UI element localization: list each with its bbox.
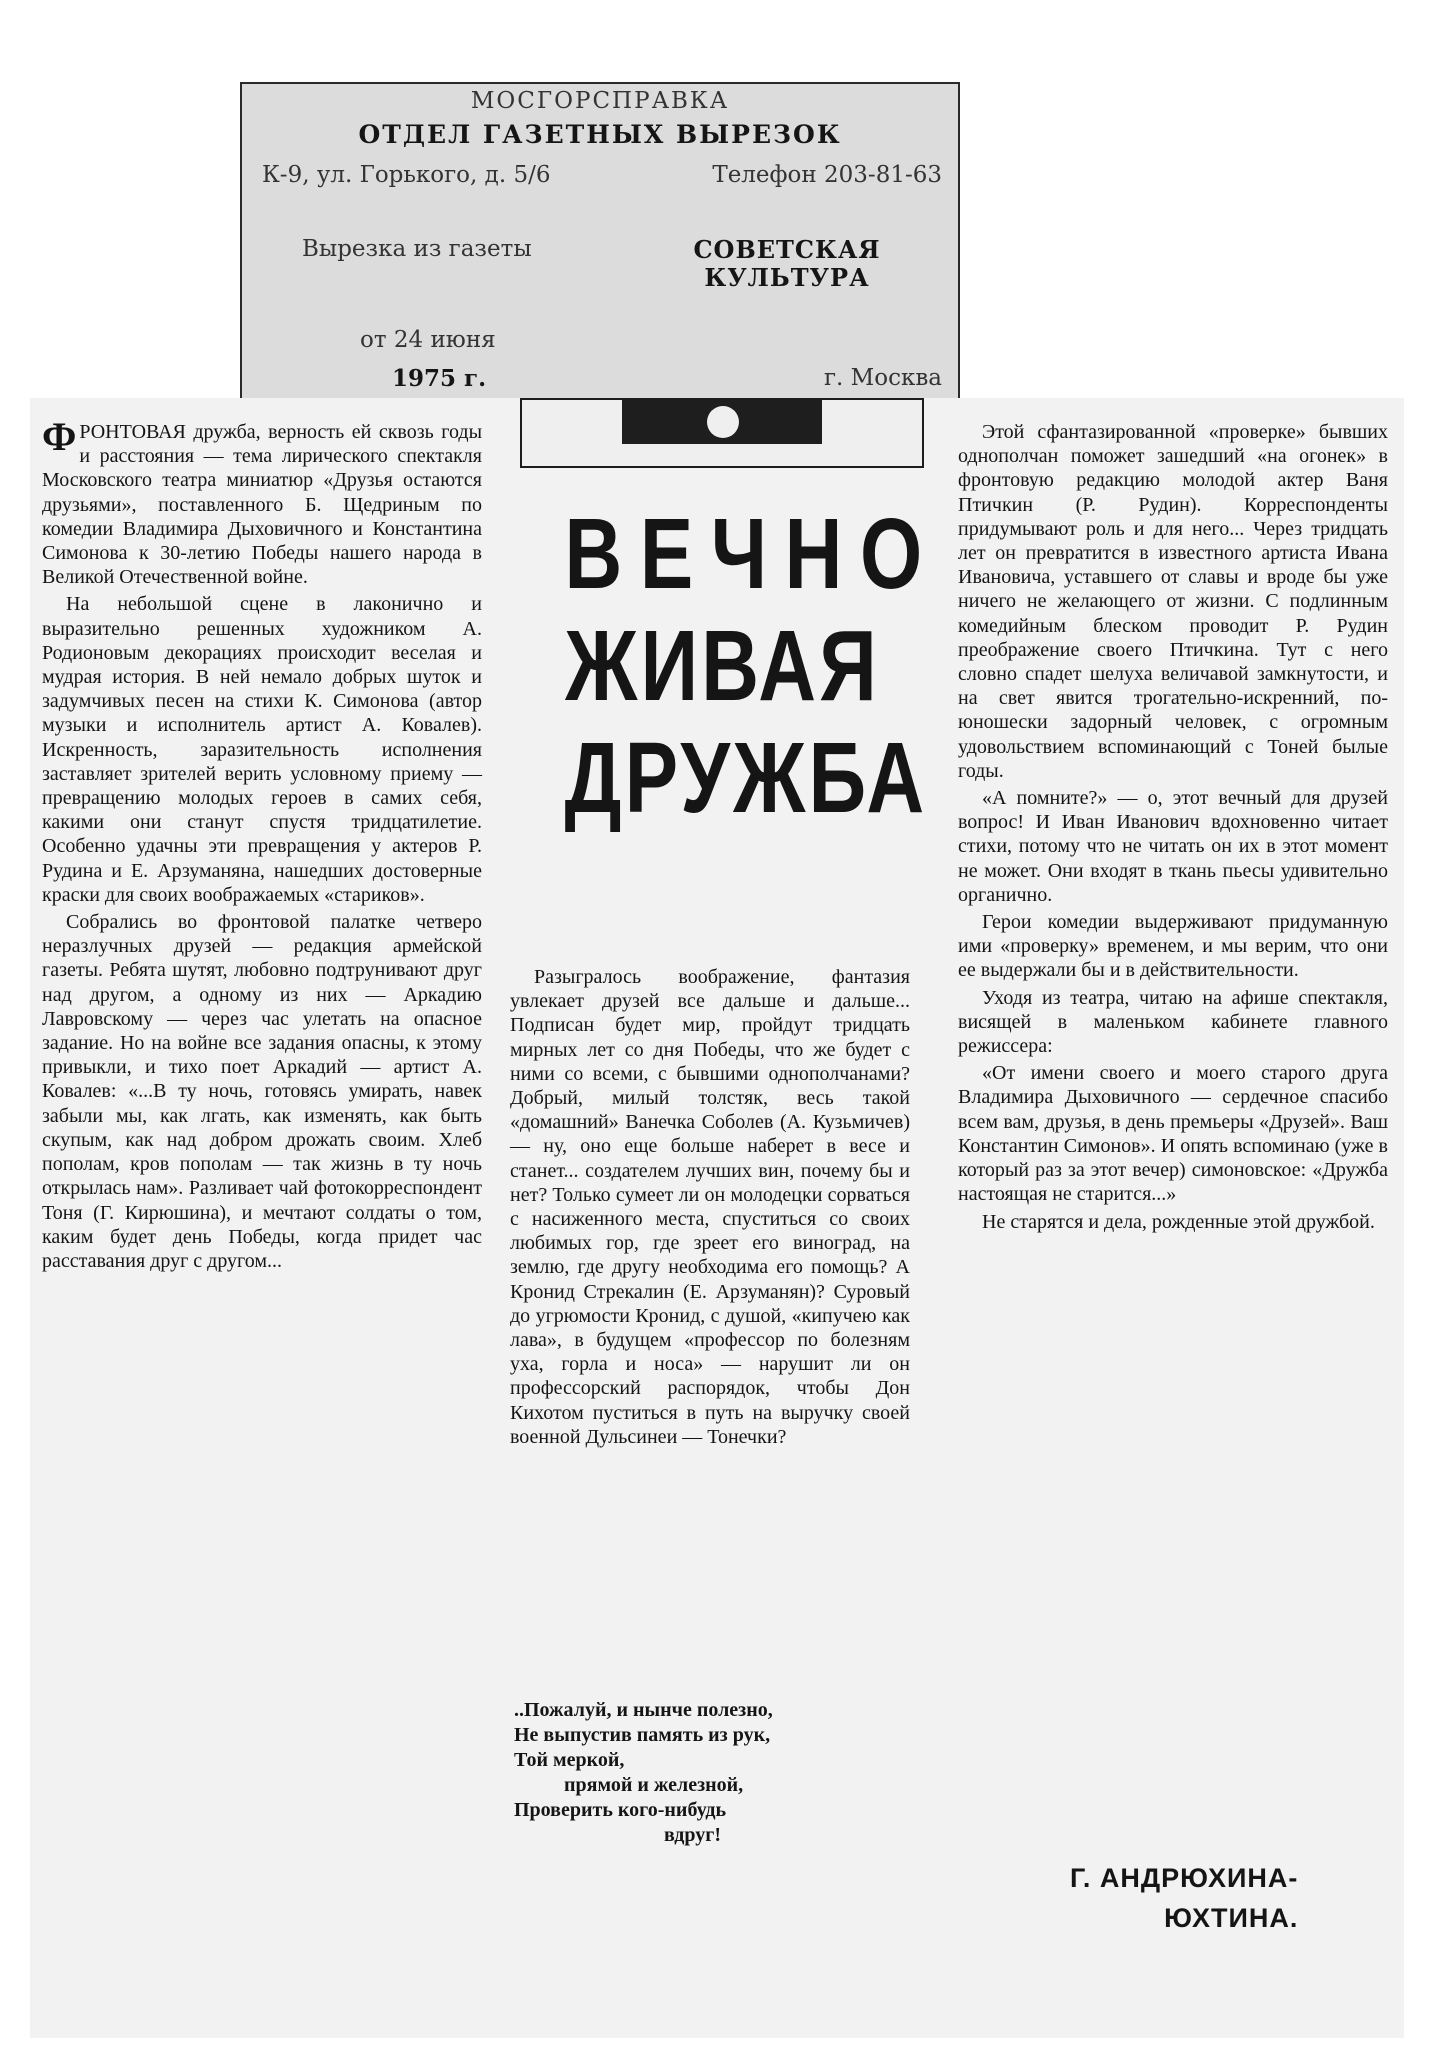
paragraph: Собрались во фронтовой палатке четверо неразлучных друзей — редакция армейской газеты. Ребята шутят, любовно подтрунивают друг над другом, а одному из них — Аркадию Лавровскому — через час улетать на опасное задание. Но на войне все задания опасны, к этому привыкли, и тихо поет Аркадий — артист А. Ковалев: «...В ту ночь, готовясь умирать, навек забыли мы, как лгать, как изменять, как быть скупым, как над добром дрожать своим. Хлеб пополам, кров пополам — так жизнь в ту ночь открылась нам». Разливает чай фотокорреспондент Тоня (Г. Кирюшина), и мечтают солдаты о том, каким будет день Победы, когда придет час расставания друг с другом... (42, 911, 482, 1272)
poem-line: ..Пожалуй, и нынче полезно, (514, 1699, 773, 1721)
author-signature (1070, 1858, 1298, 1938)
article-column-3 (958, 420, 1388, 1237)
paragraph-text: РОНТОВАЯ дружба, верность ей сквозь годы и расстояния — тема лирического спектакля Московского театра миниатюр «Друзья остаются друзьями», поставленного Б. Щедриным по комедии Владимира Дыховичного и Константина Симонова к 30-летию Победы нашего народа в Великой Отечественной войне. (42, 421, 482, 589)
flower-icon (707, 406, 739, 438)
stamp-date: от 24 июня (360, 327, 496, 353)
paragraph: Уходя из театра, читаю на афише спектакля, висящей в маленьком кабинете главного режиссера: (958, 986, 1388, 1058)
poem-line: Той меркой, (514, 1749, 625, 1771)
poem-line: прямой и железной, (514, 1774, 744, 1796)
ornament-block (520, 398, 924, 468)
stamp-newspaper-name (682, 236, 892, 292)
author-line-2: ЮХТИНА. (1164, 1903, 1299, 1933)
stamp-year: 1975 г. (392, 365, 487, 392)
stamp-paper-line2: КУЛЬТУРА (704, 263, 870, 292)
paragraph: «От имени своего и моего старого друга Владимира Дыховичного — сердечное спасибо всем вам, друзья, в день премьеры «Друзей». Ваш Константин Симонов». И опять вспоминаю (уже в который раз за этот вечер) симоновское: «Дружба настоящая не старится...» (958, 1062, 1388, 1206)
stamp-phone: Телефон 203-81-63 (712, 162, 942, 188)
paragraph: Разыгралось воображение, фантазия увлекает друзей все дальше и дальше... Подписан будет мир, пройдут тридцать мирных лет со дня Победы, что же будет с ними со всеми, с бывшими однополчанами? Добрый, милый толстяк, весь такой «домашний» Ванечка Соболев (А. Кузьмичев) — ну, оно еще больше наберет в весе и станет... создателем лучших вин, почему бы и нет? Только сумеет ли он молодецки сорваться с насиженного места, спуститься со своих любимых гор, где зреет его виноград, на землю, где другу необходима его помощь? А Кронид Стрекалин (Е. Арзуманян)? Суровый до угрюмости Кронид, с душой, «кипучею как лава», в будущем «профессор по болезням уха, горла и носа» — нарушит ли он профессорский распорядок, чтобы Дон Кихотом пуститься в путь на выручку своей военной Дульсинеи — Тонечки? (510, 966, 910, 1448)
newspaper-clipping (30, 398, 1404, 2038)
paragraph: «А помните?» — о, этот вечный для друзей вопрос! И Иван Иванович вдохновенно читает стихи, потому что не читать он их в этот момент не может. Они входят в ткань пьесы удивительно органично. (958, 787, 1388, 906)
article-headline (564, 498, 940, 834)
article-column-1 (42, 414, 482, 1276)
stamp-address: К-9, ул. Горького, д. 5/6 (262, 162, 551, 188)
author-line-1: Г. АНДРЮХИНА- (1070, 1863, 1299, 1893)
paragraph (42, 414, 482, 589)
headline-line-3: ДРУЖБА (564, 722, 928, 834)
poem-quote (514, 1698, 914, 1848)
stamp-org: МОСГОРСПРАВКА (470, 88, 730, 114)
clipping-service-stamp (240, 82, 960, 412)
drop-cap: Ф (42, 414, 77, 459)
headline-line-1: ВЕЧНО (564, 498, 940, 610)
stamp-dept: ОТДЕЛ ГАЗЕТНЫХ ВЫРЕЗОК (358, 120, 842, 149)
stamp-city: г. Москва (824, 365, 942, 391)
poem-line: Не выпустив память из рук, (514, 1724, 771, 1746)
poem-line: Проверить кого-нибудь (514, 1799, 727, 1821)
paragraph: Этой сфантазированной «проверке» бывших однополчан поможет зашедший «на огонек» в фронтовую редакцию молодой актер Ваня Птичкин (Р. Рудин). Корреспонденты придумывают роль и для него... Через тридцать лет он превратится в известного артиста Ивана Ивановича, уставшего от славы и вроде бы уже ничего не желающего от жизни. С подлинным комедийным блеском проводит Р. Рудин преображение своего Птичкина. Тут с него словно спадет шелуха величавой замкнутости, и на свет явится трогательно-искренний, по-юношески задорный человек, с огромным удовольствием вспоминающий с Тоней былые годы. (958, 421, 1388, 782)
article-column-2 (510, 965, 910, 1452)
paragraph: Герои комедии выдерживают придуманную ими «проверку» временем, и мы верим, что они ее выдержали бы и в действительности. (958, 911, 1388, 982)
stamp-paper-line1: СОВЕТСКАЯ (693, 235, 881, 264)
headline-line-2: ЖИВАЯ (565, 610, 880, 722)
poem-line: вдруг! (514, 1824, 722, 1846)
stamp-clipping-label: Вырезка из газеты (302, 236, 532, 262)
paragraph: Не старятся и дела, рожденные этой дружбой. (982, 1210, 1375, 1233)
paragraph: На небольшой сцене в лаконично и выразительно решенных художником А. Родионовым декорациях происходит веселая и мудрая история. В ней немало добрых шуток и задумчивых песен на стихи К. Симонова (автор музыки и исполнитель артист А. Ковалев). Искренность, заразительность исполнения заставляет зрителей верить условному приему — превращению молодых героев в самих себя, какими они станут спустя тридцатилетие. Особенно удачны эти превращения у актеров Р. Рудина и Е. Арзуманяна, нашедших достоверные краски для своих воображаемых «стариков». (42, 593, 482, 906)
